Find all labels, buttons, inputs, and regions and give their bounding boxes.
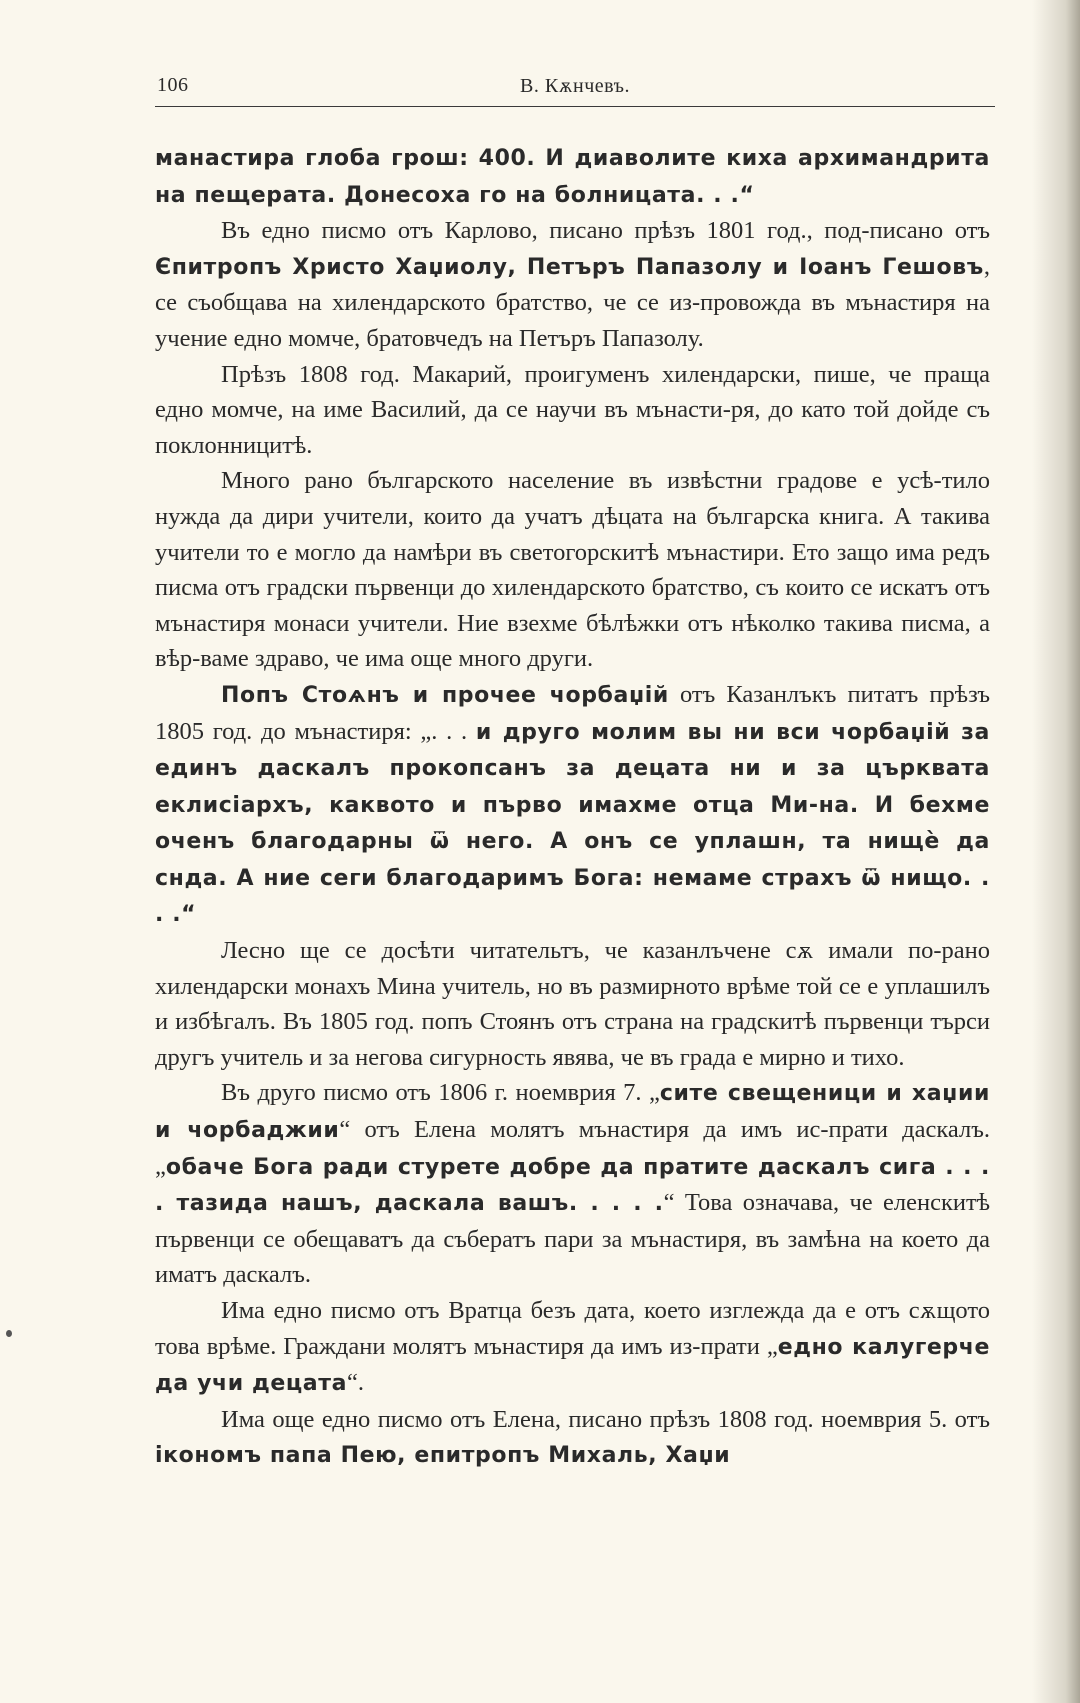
paragraph [155,677,990,933]
running-head: В. Кѫнчевъ. [520,75,630,97]
page-number: 106 [157,74,189,96]
paragraph [155,1402,990,1474]
paragraph [155,140,990,213]
text-run: , се съобщава на хилендарското братство, че се из-провожда въ мънастиря на учение едно момче, братовчедъ на Петъръ Папазолу. [155,252,990,352]
paragraph [155,1075,990,1293]
slavonic-quote: манастира глоба грош: 400. И диаволите киха архимандрита на пещерата. Донесоха го на болницата. . .“ [155,146,990,208]
slavonic-quote: сите свещеници и хаџии и чорбаджии [155,1081,990,1144]
slavonic-quote: Єпитропъ Христо Хаџиолу, Петъръ Папазолу и Іоанъ Гешовъ [155,254,984,280]
paragraph [155,213,990,356]
text-run: отъ Казанлъкъ питатъ прѣзъ 1805 год. до мънастиря: „. . . [155,680,990,745]
text-run: “ Това означава, че еленскитѣ първенци се обещаватъ да събератъ пари за мънастиря, въ замѣна на което да иматъ даскалъ. [155,1189,991,1289]
slavonic-quote: едно калугерче да учи децата [155,1334,991,1397]
text-run: Има едно писмо отъ Вратца безъ дата, което изглежда да е отъ сѫщото това врѣме. Граждани молятъ мънастиря да имъ из-прати „ [155,1297,990,1360]
paragraph [155,1293,990,1402]
text-run: Въ едно писмо отъ Карлово, писано прѣзъ 1801 год., под-писано отъ [221,217,990,245]
text-run: “. [347,1369,365,1397]
text-run: Прѣзъ 1808 год. Макарий, проигуменъ хилендарски, пише, че праща едно момче, на име Василий, да се научи въ мънасти-ря, до като той дойде съ поклонницитѣ. [155,360,990,459]
body-text [155,140,990,1474]
ink-speck [6,1330,12,1337]
text-run: Лесно ще се досѣти читательтъ, че казанлъчене сѫ имали по-рано хилендарски монахъ Мина учитель, но въ размирното врѣме той се е уплашилъ и избѣгалъ. Въ 1805 год. попъ Стоянъ отъ страна на градскитѣ първенци търси другъ учитель и за негова сигурность явява, че въ града е мирно и тихо. [155,937,990,1071]
slavonic-quote: и друго молим вы ни вси чорбаџій за единъ даскалъ прокопсанъ за децата ни и за църквата еклисіархъ, каквото и първо имахме отца Ми-на. И бехме оченъ благодарны ѿ него. А онъ се уплашн, та нищѐ да снда. А ние сеги благодаримъ Бога: немаме страхъ ѿ нищо. . . .“ [155,719,990,928]
text-run: Има още едно писмо отъ Елена, писано прѣзъ 1808 год. ноемврия 5. отъ [221,1405,990,1433]
paragraph [155,463,990,677]
binding-shadow [1032,0,1080,1703]
paragraph [155,933,990,1075]
text-run: “ отъ Елена молятъ мънастиря да имъ ис-прати даскалъ. „ [155,1116,990,1180]
slavonic-quote: обаче Бога ради стурете добре да пратите даскалъ сига . . . . тазида нашъ, даскала вашъ. . . . . [155,1154,990,1217]
text-run: Много рано българското население въ извѣстни градове е усѣ-тило нужда да дири учители, които да учатъ дѣцата на българска книга. А такива учители то е могло да намѣри въ светогорскитѣ мънастири. Ето защо има редъ писма отъ градски първенци до хилендарското братство, съ които се искатъ отъ мънастиря монаси учители. Ние взехме бѣлѣжки отъ нѣколко такива писма, а вѣр-ваме здраво, че има още много други. [155,467,990,673]
slavonic-quote: Попъ Стоѧнъ и прочее чорбаџій [221,682,669,708]
slavonic-quote: ікономъ папа Пею, епитропъ Михаль, Хаџи [155,1443,731,1469]
text-run: Въ друго писмо отъ 1806 г. ноемврия 7. „ [221,1079,660,1107]
paragraph [155,357,990,464]
page-header [155,70,995,107]
